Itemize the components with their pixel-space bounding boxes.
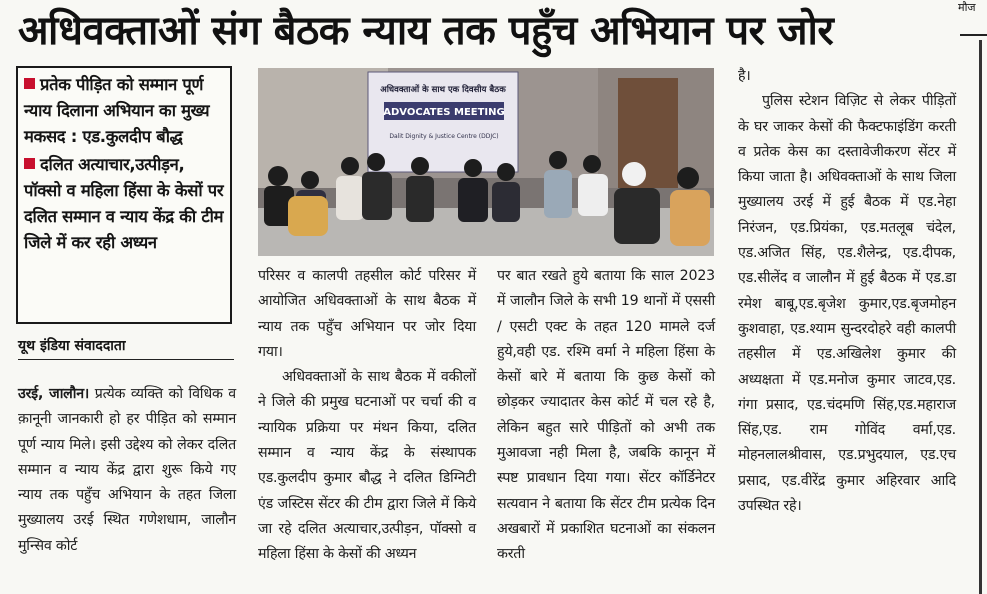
article-paragraph: अधिवक्ताओं के साथ बैठक में वकीलों ने जिले की प्रमुख घटनाओं पर चर्चा की व न्यायिक प्रक्रिया पर मंथन किया, दलित सम्मान व न्याय केंद्र के संस्थापक एड.कुलदीप कुमार बौद्ध ने दलित डिग्निटी एंड जस्टिस सेंटर की टीम द्वारा जिले में किये जा रहे दलित अत्याचार,उत्पीड़न, पॉक्सो व महिला हिंसा के केसों की अध्यन — [258, 369, 476, 563]
banner-title: ADVOCATES MEETING — [383, 107, 505, 118]
article-paragraph: पर बात रखते हुये बताया कि साल 2023 में जालौन जिले के सभी 19 थानों में एससी / एसटी एक्ट के तहत 120 मामले दर्ज हुये,वही एड. रश्मि वर्मा ने महिला हिंसा के केसों बारे में बताया कि कुछ केसों को छोड़कर ज्यादातर केस कोर्ट में चल रहे है, लेकिन बहुत सारे पीड़ितों को अभी तक मुआवजा नही मिला है, जबकि कानून में स्पष्ट प्रावधान दिया गया। सेंटर कॉर्डिनेटर सत्यवान ने बताया कि सेंटर टीम प्रत्येक दिन अखबारों में प्रकाशित घटनाओं का संकलन करती — [497, 268, 715, 563]
article-text: प्रत्येक व्यक्ति को विधिक व क़ानूनी जानकारी हो हर पीड़ित को सम्मान पूर्ण न्याय मिले। इसी उद्देश्य को लेकर दलित सम्मान व न्याय केंद्र द्वारा शुरू किये गए न्याय तक पहुँच अभियान के तहत जिला मुख्यालय उरई स्थित गणेशधाम, जालौन मुन्सिव कोर्ट — [18, 386, 236, 554]
summary-point — [24, 72, 226, 150]
article-paragraph: पुलिस स्टेशन विज़िट से लेकर पीड़ितों के घर जाकर केसों की फैक्टफाइंडिंग करती व प्रतेक केस का दस्तावेजीकरण सेंटर में किया जाता है। अधिवक्ताओं के साथ जिला मुख्यालय उरई में हुई बैठक में एड.नेहा निरंजन, एड.प्रियंका, एड.मतलूब चंदेल, एड.अजित सिंह, एड.शैलेन्द्र, एड.दीपक, एड.सीलेंद व जालौन में हुई बैठक में एड.डा रमेश बाबू,एड.बृजेश कुमार,एड.बृजमोहन कुशवाहा, एड.श्याम सुन्दरदोहरे वही कालपी तहसील में एड.अखिलेश कुमार की अध्यक्षता में एड.मनोज कुमार जाटव,एड. गंगा प्रसाद, एड.चंदमणि सिंह,एड.महाराज सिंह,एड. राम गोविंद वर्मा,एड. मोहनलालश्रीवास, एड.प्रभुदयाल, एड.एच प्रसाद, एड.वीरेंद्र कुमार अहिरवार आदि उपस्थित रहे। — [738, 93, 956, 515]
headline: अधिवक्ताओं संग बैठक न्याय तक पहुँच अभियान पर जोर — [18, 8, 834, 54]
summary-text: दलित अत्याचार,उत्पीड़न, पॉक्सो व महिला हिंसा के केसों पर दलित सम्मान व न्याय केंद्र की टीम जिले में कर रही अध्यन — [24, 155, 224, 252]
column-rule — [960, 34, 987, 36]
summary-text: प्रतेक पीड़ित को सम्मान पूर्ण न्याय दिलाना अभियान का मुख्य मकसद : एड.कुलदीप बौद्ध — [24, 75, 210, 146]
article-column-2 — [258, 264, 476, 568]
bullet-square-icon — [24, 158, 35, 169]
article-paragraph: है। — [738, 68, 751, 84]
article-column-3 — [497, 264, 715, 568]
article-column-1 — [18, 382, 236, 559]
article-column-4 — [738, 64, 956, 519]
dateline: उरई, जालौन। — [18, 386, 90, 402]
article-paragraph: परिसर व कालपी तहसील कोर्ट परिसर में आयोजित अधिवक्ताओं के साथ बैठक में न्याय तक पहुँच अभियान पर जोर दिया गया। — [258, 268, 476, 360]
news-photo — [258, 68, 714, 256]
summary-point — [24, 152, 226, 256]
page-divider — [979, 40, 982, 594]
adjacent-article-fragment: मौज — [958, 1, 976, 14]
byline: यूथ इंडिया संवाददाता — [18, 336, 234, 360]
banner-line3: Dalit Dignity & Justice Centre (DDJC) — [389, 133, 499, 140]
bullet-square-icon — [24, 78, 35, 89]
summary-box — [16, 66, 232, 324]
banner-line1: अधिवक्ताओं के साथ एक दिवसीय बैठक — [380, 85, 506, 95]
